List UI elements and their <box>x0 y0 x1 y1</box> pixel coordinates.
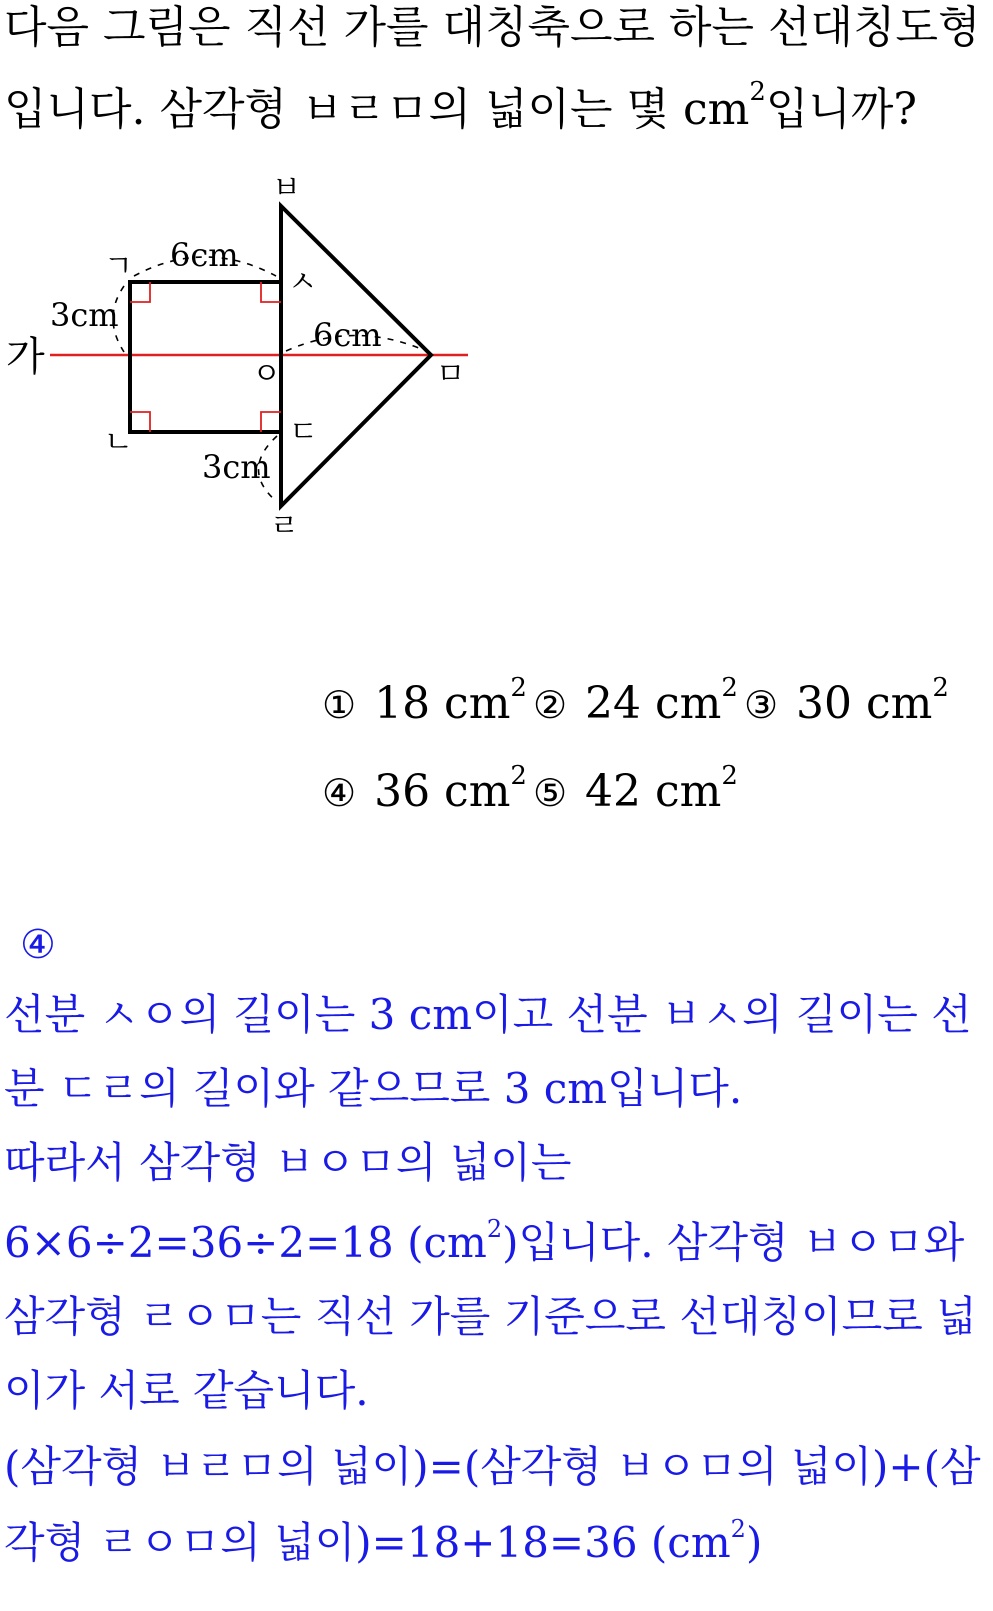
label-ieung: ㅇ <box>252 357 281 392</box>
explanation-line-4-text: 6×6÷2=36÷2=18 (cm <box>4 1218 487 1267</box>
superscript-2: 2 <box>730 1515 746 1543</box>
explanation-line-7: (삼각형 ㅂㄹㅁ의 넓이)=(삼각형 ㅂㅇㅁ의 넓이)+(삼 <box>4 1442 981 1491</box>
dim-label-bottom: 3cm <box>202 448 271 486</box>
choice-value: 18 cm <box>374 678 511 729</box>
explanation-line-8-text: 각형 ㄹㅇㅁ의 넓이)=18+18=36 (cm <box>4 1518 731 1567</box>
label-ga: 가 <box>6 334 45 380</box>
right-angle-mark <box>130 282 150 302</box>
choice-value: 42 cm <box>585 766 722 817</box>
choices-row-1 <box>322 673 949 729</box>
choice-4[interactable] <box>322 761 527 817</box>
explanation-line-1: 선분 ㅅㅇ의 길이는 3 cm이고 선분 ㅂㅅ의 길이는 선 <box>4 990 972 1039</box>
right-angle-mark <box>130 412 150 432</box>
choice-5[interactable] <box>532 761 738 817</box>
choice-value: 30 cm <box>796 678 933 729</box>
superscript-2: 2 <box>510 673 527 703</box>
right-angle-mark <box>261 412 281 432</box>
superscript-2: 2 <box>932 673 949 703</box>
dim-label-top: 6cm <box>170 236 239 274</box>
choice-number: ④ <box>322 771 357 815</box>
label-nieun: ㄴ <box>104 425 133 460</box>
dim-label-left: 3cm <box>50 296 119 334</box>
choice-value: 24 cm <box>585 678 722 729</box>
choice-3[interactable] <box>743 673 949 729</box>
explanation-line-4-end: )입니다. 삼각형 ㅂㅇㅁ와 <box>502 1218 965 1267</box>
explanation-line-8 <box>4 1515 763 1567</box>
label-bieup: ㅂ <box>272 171 301 206</box>
choices-row-2 <box>322 761 738 817</box>
superscript-2: 2 <box>721 761 738 791</box>
choice-1[interactable] <box>322 673 527 729</box>
label-mieum: ㅁ <box>436 357 465 392</box>
explanation-line-8-end: ) <box>745 1518 763 1567</box>
choice-2[interactable] <box>532 673 738 729</box>
geometry-figure <box>0 170 560 560</box>
answer-mark: ④ <box>20 922 56 968</box>
right-angle-mark <box>261 282 281 302</box>
explanation-line-2: 분 ㄷㄹ의 길이와 같으므로 3 cm입니다. <box>4 1064 743 1113</box>
explanation-line-6: 이가 서로 같습니다. <box>4 1366 369 1415</box>
superscript-2: 2 <box>721 673 738 703</box>
explanation-line-4 <box>4 1215 965 1267</box>
label-giyeok: ㄱ <box>104 249 133 284</box>
question-line-1: 다음 그림은 직선 가를 대칭축으로 하는 선대칭도형 <box>4 2 981 53</box>
question-line-2-text: 입니다. 삼각형 ㅂㄹㅁ의 넓이는 몇 cm <box>4 84 750 135</box>
choice-value: 36 cm <box>374 766 511 817</box>
question-line-2 <box>4 77 917 135</box>
label-digeut: ㄷ <box>289 415 318 450</box>
superscript-2: 2 <box>749 77 766 107</box>
superscript-2: 2 <box>510 761 527 791</box>
explanation-line-3: 따라서 삼각형 ㅂㅇㅁ의 넓이는 <box>4 1138 572 1187</box>
choice-number: ① <box>322 683 357 727</box>
choice-number: ③ <box>743 683 779 727</box>
choice-number: ② <box>532 683 568 727</box>
explanation-line-5: 삼각형 ㄹㅇㅁ는 직선 가를 기준으로 선대칭이므로 넓 <box>4 1292 977 1341</box>
superscript-2: 2 <box>486 1215 503 1243</box>
label-rieul: ㄹ <box>270 509 299 544</box>
question-line-2-end: 입니까? <box>765 84 917 135</box>
dim-label-axis: 6cm <box>313 316 382 354</box>
label-siot: ㅅ <box>288 265 317 300</box>
choice-number: ⑤ <box>532 771 568 815</box>
